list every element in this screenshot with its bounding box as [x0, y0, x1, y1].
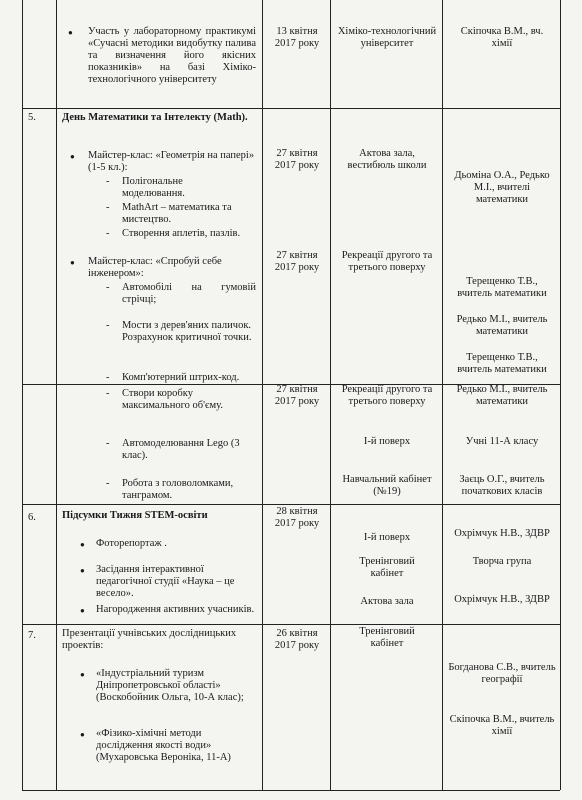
list-item: Фоторепортаж . [96, 538, 167, 549]
dash-marker: - [106, 388, 110, 399]
column-divider [330, 0, 331, 790]
section-title: Презентації учнівських дослідницьких проектів: [62, 628, 237, 651]
row-number: 7. [28, 630, 36, 641]
dash-marker: - [106, 478, 110, 489]
bullet-icon: ● [70, 152, 75, 161]
list-item: Автомобілі на гумовій стрічці; [122, 282, 256, 305]
column-divider [262, 0, 263, 790]
list-item: Створення аплетів, пазлів. [122, 228, 241, 239]
dash-marker: - [106, 438, 110, 449]
bullet-icon: ● [80, 606, 85, 615]
responsible-person: Заєць О.Г., вчитель початкових класів [459, 474, 545, 497]
event-date: 13 квітня 2017 року [274, 26, 320, 49]
event-date: 27 квітня 2017 року [274, 250, 320, 273]
event-date: 28 квітня 2017 року [274, 506, 320, 529]
row-number: 6. [28, 512, 36, 523]
bullet-icon: ● [80, 730, 85, 739]
responsible-person: Творча група [472, 556, 532, 567]
list-item: Засідання інтерактивної педагогічної студії «Наука – це весело». [96, 564, 235, 599]
row-divider [22, 624, 560, 625]
row-divider [22, 790, 560, 791]
responsible-person: Скіпочка В.М., вчитель хімії [449, 714, 555, 737]
event-place: І-й поверх [363, 436, 411, 447]
section-title: День Математики та Інтелекту (Math). [62, 112, 248, 123]
bullet-icon: ● [80, 540, 85, 549]
section-title: Підсумки Тижня STEM-освіти [62, 510, 208, 521]
list-item: Створи коробку максимального об'єму. [122, 388, 223, 411]
event-date: 27 квітня 2017 року [274, 148, 320, 171]
list-item: «Індустріальний туризм Дніпропетровської області» (Воскобойник Ольга, 10-А клас); [96, 668, 244, 703]
responsible-person: Учні 11-А класу [465, 436, 539, 447]
list-item: Нагородження активних учасників. [96, 604, 255, 615]
dash-marker: - [106, 372, 110, 383]
list-item: Мости з дерев'яних паличок. Розрахунок критичної точки. [122, 320, 252, 343]
column-divider [560, 0, 561, 790]
list-item: Участь у лабораторному практикумі «Сучасні методики видобутку палива та визначення його якісних показників» на базі Хіміко-технологічного університету [88, 26, 256, 85]
responsible-person: Охрімчук Н.В., ЗДВР [454, 528, 550, 539]
responsible-person: Редько М.І., вчитель математики [456, 314, 548, 337]
row-divider [22, 504, 560, 505]
event-place: Тренінговий кабінет [359, 626, 415, 649]
column-divider [56, 0, 57, 790]
event-date: 26 квітня 2017 року [274, 628, 320, 651]
column-divider [442, 0, 443, 790]
event-place: Рекреації другого та третього поверху [341, 250, 433, 273]
event-place: Рекреації другого та третього поверху [341, 384, 433, 407]
event-date: 27 квітня 2017 року [274, 384, 320, 407]
row-divider [22, 108, 560, 109]
event-place: Актова зала [360, 596, 414, 607]
list-item: Комп'ютерний штрих-код. [122, 372, 240, 383]
responsible-person: Редько М.І., вчитель математики [456, 384, 548, 407]
event-place: Навчальний кабінет (№19) [342, 474, 432, 497]
bullet-icon: ● [80, 670, 85, 679]
list-item: «Фізико-хімічні методи дослідження якості води» (Мухаровська Вероніка, 11-А) [96, 728, 231, 763]
responsible-person: Охрімчук Н.В., ЗДВР [454, 594, 550, 605]
list-item: Полігональне моделювання. [122, 176, 185, 199]
event-place: Актова зала, вестибюль школи [347, 148, 427, 171]
list-item: Робота з головоломками, танграмом. [122, 478, 234, 501]
list-item: Автомоделювання Lego (3 клас). [122, 438, 240, 461]
row-number: 5. [28, 112, 36, 123]
responsible-person: Богданова С.В., вчитель географії [448, 662, 556, 685]
event-place: Тренінговий кабінет [359, 556, 415, 579]
bullet-icon: ● [68, 28, 73, 37]
responsible-person: Скіпочка В.М., вч. хімії [460, 26, 544, 49]
event-place: Хіміко-технологічний університет [337, 26, 437, 49]
dash-marker: - [106, 320, 110, 331]
bullet-icon: ● [70, 258, 75, 267]
list-item: Майстер-клас: «Спробуй себе інженером»: [88, 256, 222, 279]
event-place: І-й поверх [363, 532, 411, 543]
bullet-icon: ● [80, 566, 85, 575]
dash-marker: - [106, 282, 110, 293]
dash-marker: - [106, 228, 110, 239]
column-divider [22, 0, 23, 790]
list-item: Майстер-клас: «Геометрія на папері» (1-5 кл.): [88, 150, 255, 173]
responsible-person: Терещенко Т.В., вчитель математики [457, 352, 547, 375]
responsible-person: Дьоміна О.А., Редько М.І., вчителі математики [454, 170, 550, 205]
list-item: MathArt – математика та мистецтво. [122, 202, 232, 225]
dash-marker: - [106, 202, 110, 213]
responsible-person: Терещенко Т.В., вчитель математики [457, 276, 547, 299]
dash-marker: - [106, 176, 110, 187]
